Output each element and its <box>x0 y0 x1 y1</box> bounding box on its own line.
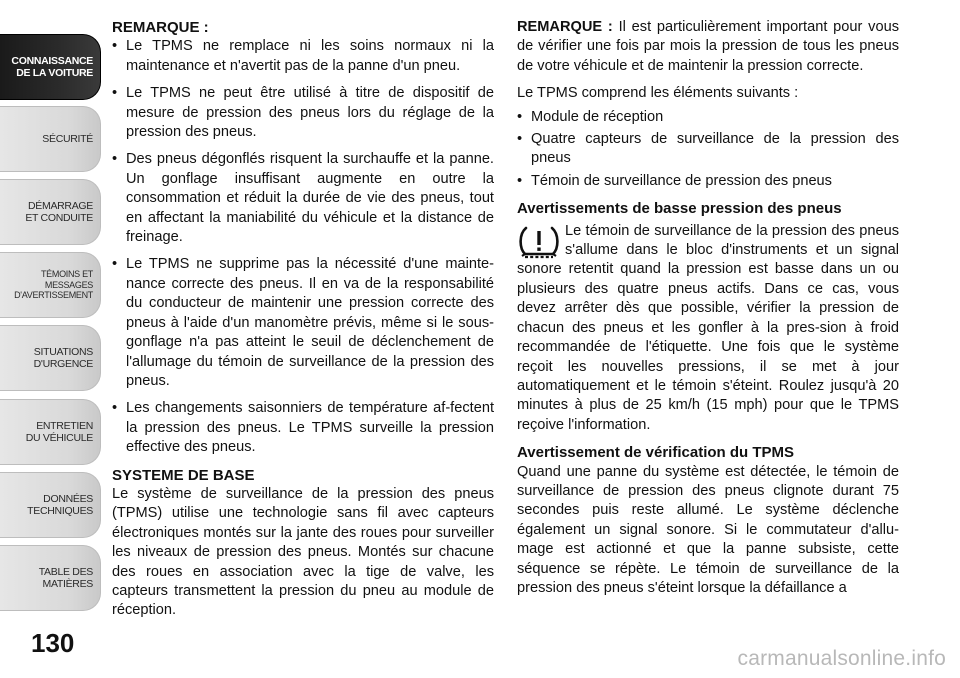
low-pressure-paragraph: Le témoin de surveillance de la pression des pneus s'allume dans le bloc d'instruments et un signal sonore retentit quand la pression est basse dans un ou plusieurs des quatre pneus actifs. Dans ce cas, vous devez arrêter dès que possible, vérifier la pression de chacun des pneus et les gonfler à la pres-sion à froid recommandée de l'étiquette. Une fois que le système reçoit les nouvelles pressions, il se met à jour automatiquement et le témoin s'éteint. Roulez jusqu'à 20 minutes à plus de 25 km/h (15 mph) pour que le TPMS reçoive l'information. <box>517 222 899 433</box>
note-bullet <box>112 399 494 457</box>
list-item-text: Quatre capteurs de surveillance de la pression des pneus <box>531 131 899 167</box>
tab-label: DÉMARRAGE ET CONDUITE <box>25 200 93 224</box>
tab-donnees-techniques[interactable] <box>0 472 101 538</box>
note-label: REMARQUE : <box>517 19 613 35</box>
tab-entretien-du-vehicule[interactable] <box>0 399 101 465</box>
tab-label: SÉCURITÉ <box>42 133 93 145</box>
note-paragraph <box>517 18 899 76</box>
right-column <box>517 18 899 606</box>
tab-situations-d-urgence[interactable] <box>0 325 101 391</box>
tab-label: DONNÉES TECHNIQUES <box>27 493 93 517</box>
chapter-sidebar <box>0 0 101 640</box>
bullet-dot: • <box>517 172 523 189</box>
bullet-dot: • <box>112 400 118 417</box>
section-paragraph: Le système de surveillance de la pression des pneus (TPMS) utilise une technologie sans fil avec capteurs électroniques montés sur la jante des roues pour surveiller les niveaux de pression des pneus. Montés sur chacune des roues en association avec la tige de valve, les capteurs transmettent la pression du pneu au module de réception. <box>112 485 494 619</box>
section-heading: SYSTEME DE BASE <box>112 466 255 484</box>
watermark: carmanualsonline.info <box>737 647 946 670</box>
tab-demarrage-et-conduite[interactable] <box>0 179 101 245</box>
section-heading: Avertissement de vérification du TPMS <box>517 444 795 462</box>
bullet-dot: • <box>517 131 523 148</box>
bullet-dot: • <box>112 151 118 168</box>
list-item <box>517 130 899 169</box>
tab-table-des-matieres[interactable] <box>0 545 101 611</box>
page-number: 130 <box>31 628 75 658</box>
list-item <box>517 108 899 127</box>
tab-securite[interactable] <box>0 106 101 172</box>
note-bullet <box>112 150 494 247</box>
tab-connaissance-de-la-voiture[interactable] <box>0 34 101 100</box>
tire-pressure-warning-icon <box>517 224 561 260</box>
bullet-text: Le TPMS ne supprime pas la nécessité d'une mainte-nance correcte des pneus. Il en va de la responsabilité du conducteur de maintenir une pression correcte des pneus à l'aide d'un manomètre prévis, même si le sous-gonflage n'a pas atteint le seuil de déclenchement de l'allumage du témoin de surveillance de la pression des pneus. <box>126 256 494 389</box>
tab-label: CONNAISSANCE DE LA VOITURE <box>11 55 93 79</box>
list-item-text: Témoin de surveillance de pression des pneus <box>531 172 832 189</box>
note-bullet <box>112 84 494 142</box>
tab-label: TABLE DES MATIÈRES <box>38 566 93 590</box>
bullet-text: Le TPMS ne remplace ni les soins normaux ni la maintenance et n'avertit pas de la panne d'un pneu. <box>126 38 494 74</box>
bullet-text: Les changements saisonniers de température af-fectent la pression des pneus. Le TPMS surveille la pression effective des pneus. <box>126 400 494 456</box>
list-item-text: Module de réception <box>531 108 664 125</box>
bullet-dot: • <box>112 85 118 102</box>
low-pressure-block <box>517 222 899 435</box>
bullet-dot: • <box>517 108 523 125</box>
tab-label: TÉMOINS ET MESSAGES D'AVERTISSEMENT <box>14 269 93 301</box>
tab-label: ENTRETIEN DU VÉHICULE <box>25 420 93 444</box>
note-label: REMARQUE : <box>112 19 209 36</box>
left-column <box>112 18 494 629</box>
list-item <box>517 172 899 191</box>
note-text: Il est particulièrement important pour vous de vérifier une fois par mois la pression de tous les pneus de votre véhicule et de maintenir la pression correcte. <box>517 19 899 74</box>
check-paragraph: Quand une panne du système est détectée, le témoin de surveillance de pression des pneus clignote durant 75 secondes puis reste allumé. Le système déclenche également un signal sonore. Si le commutateur d'allu-mage est actionné et que la panne subsiste, cette séquence se répète. Le témoin de surveillance de la pression des pneus s'éteint lorsque la défaillance a <box>517 463 899 596</box>
note-bullet <box>112 37 494 76</box>
bullet-dot: • <box>112 38 118 55</box>
components-intro: Le TPMS comprend les éléments suivants : <box>517 85 799 102</box>
bullet-text: Le TPMS ne peut être utilisé à titre de dispositif de mesure de pression des pneus lors du réglage de la pression des pneus. <box>126 85 494 141</box>
note-bullet <box>112 255 494 391</box>
tab-temoins-et-messages[interactable] <box>0 252 101 318</box>
section-heading: Avertissements de basse pression des pneus <box>517 200 842 218</box>
bullet-dot: • <box>112 256 118 273</box>
tab-label: SITUATIONS D'URGENCE <box>33 346 93 370</box>
bullet-text: Des pneus dégonflés risquent la surchauffe et la panne. Un gonflage insuffisant augmente en outre la consommation et réduit la durée de vie des pneus, tout en affectant la maniabilité du véhicule et la distance de freinage. <box>126 151 494 246</box>
